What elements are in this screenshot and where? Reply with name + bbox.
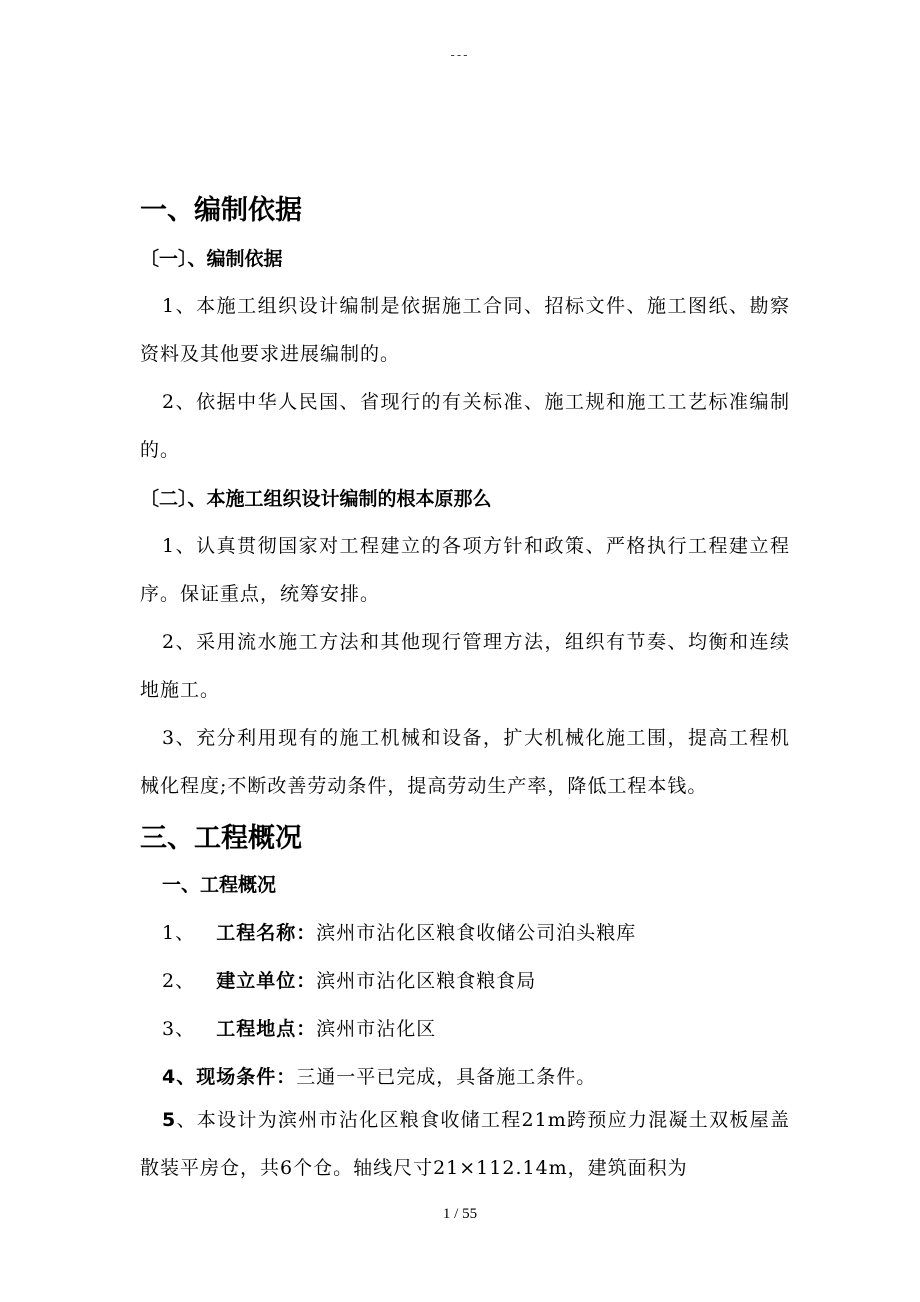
- info-label: 建立单位：: [216, 970, 317, 992]
- info-value: 滨州市沾化区: [316, 1018, 437, 1040]
- info-value: 三通一平已完成，具备施工条件。: [296, 1066, 597, 1088]
- section-1-title: 一、编制依据: [140, 195, 302, 226]
- subsection-3-1-title: 一、工程概况: [162, 874, 277, 896]
- info-value: 滨州市沾化区粮食粮食局: [316, 970, 537, 992]
- item-5-text: 、本设计为滨州市沾化区粮食收储工程21m跨预应力混凝土双板屋盖散装平房仓，共6个仓。轴线尺寸21×112.14m，建筑面积为: [140, 1109, 790, 1179]
- paragraph: 1、本施工组织设计编制是依据施工合同、招标文件、施工图纸、勘察资料及其他要求进展编制的。: [140, 295, 790, 365]
- paragraph: 1、认真贯彻国家对工程建立的各项方针和政策、严格执行工程建立程序。保证重点，统筹安排。: [140, 535, 790, 605]
- info-label: 工程地点：: [216, 1018, 317, 1040]
- paragraph: [140, 1096, 790, 1192]
- info-value: 滨州市沾化区粮食收储公司泊头粮库: [316, 922, 637, 944]
- info-item: [162, 918, 636, 945]
- paragraph: 2、采用流水施工方法和其他现行管理方法，组织有节奏、均衡和连续地施工。: [140, 631, 790, 701]
- item-5-num: 5: [162, 1109, 177, 1131]
- info-item: [162, 1014, 436, 1041]
- info-num: 1、: [162, 922, 196, 944]
- page-number: 1 / 55: [442, 1206, 478, 1222]
- info-num: 2、: [162, 970, 196, 992]
- subsection-1-2-title: 〔二〕、本施工组织设计编制的根本原那么: [140, 488, 492, 510]
- info-item: [162, 966, 536, 993]
- subsection-1-1-title: 〔一〕、编制依据: [140, 248, 283, 270]
- info-label: 现场条件：: [196, 1066, 297, 1088]
- info-num: 3、: [162, 1018, 196, 1040]
- section-3-title: 三、工程概况: [140, 823, 302, 854]
- header-mark: ---: [450, 48, 470, 62]
- paragraph: 3、充分利用现有的施工机械和设备，扩大机械化施工围，提高工程机械化程度;不断改善劳动条件，提高劳动生产率，降低工程本钱。: [140, 727, 790, 797]
- info-item: [162, 1062, 596, 1089]
- info-num: 4、: [162, 1066, 197, 1088]
- info-label: 工程名称：: [216, 922, 317, 944]
- paragraph: 2、依据中华人民国、省现行的有关标准、施工规和施工工艺标准编制的。: [140, 391, 790, 461]
